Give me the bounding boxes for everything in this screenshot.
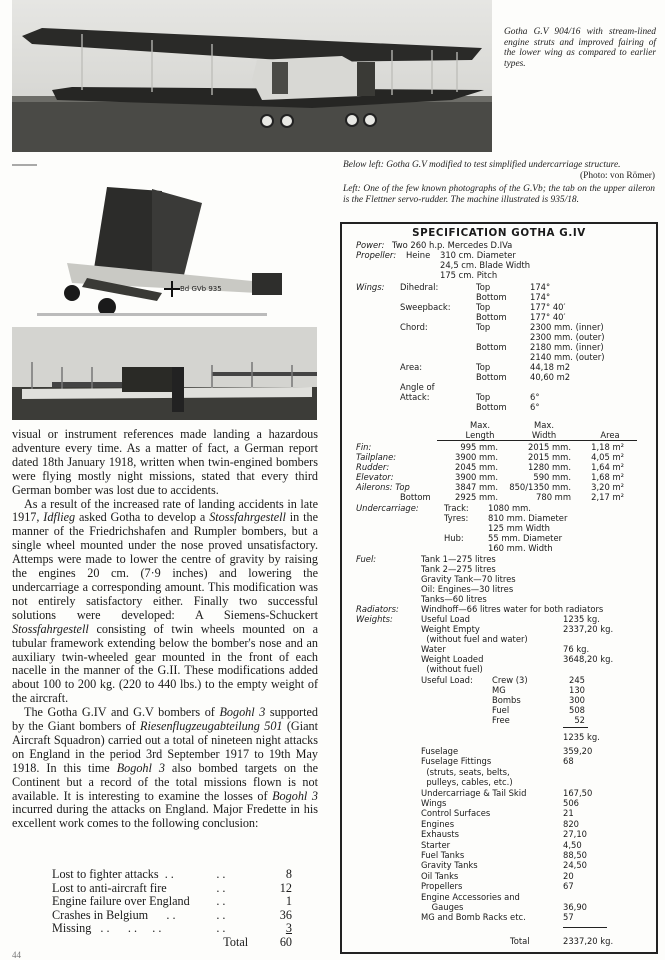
useful-load-value: 130 [569,685,585,695]
useful-load-item: Bombs [492,695,521,705]
caption-below-left [343,160,655,181]
surface-width: 2015 mm. [528,452,571,462]
fuel-item: Gravity Tank—70 litres [421,574,516,584]
propeller-blade-width: 24,5 cm. Blade Width [440,260,531,270]
breakdown-total-rule [563,927,607,928]
weight-key: Weight Empty [421,624,480,634]
fuel-item: Tank 2—275 litres [421,564,496,574]
wing-position: Bottom [476,312,507,322]
wing-value: 174° [530,282,551,292]
specification-box [340,222,658,954]
wing-value: 6° [530,402,540,412]
wing-position: Bottom [476,342,507,352]
biplane-photo-image [12,0,492,152]
breakdown-item: MG and Bomb Racks etc. [421,912,526,923]
spec-title: SPECIFICATION GOTHA G.IV [412,227,586,239]
breakdown-value: 57 [563,912,574,923]
surface-length: 2925 mm. [455,492,498,502]
useful-load-item: Fuel [492,705,510,715]
photo-gotha-gvb-935 [12,163,317,323]
weight-value: 1235 kg. [563,614,600,624]
surfaces-header-rule [437,440,637,441]
propeller-pitch: 175 cm. Pitch [440,270,498,280]
caption-below-left-text: Below left: Gotha G.V modified to test simplified undercarriage structure. [343,160,621,170]
surface-length: 995 mm. [460,442,498,452]
undercarriage-value: 125 mm Width [488,523,550,533]
fuel-label: Fuel: [356,554,377,564]
breakdown-item: Undercarriage & Tail Skid [421,787,527,798]
wing-position: Top [476,362,491,372]
breakdown-value: 88,50 [563,850,587,860]
wing-group-label: Chord: [400,322,428,332]
fuel-item: Oil: Engines—30 litres [421,584,514,594]
breakdown-value: 820 [563,818,579,829]
useful-load-rule [563,727,588,728]
breakdown-item: Oil Tanks [421,870,459,881]
propeller-make: Heine [406,250,431,260]
losses-total-row: Total 60 [223,934,292,949]
breakdown-value: 27,10 [563,829,587,840]
surface-name: Tailplane: [356,452,397,462]
weight-key: (without fuel) [421,664,483,674]
surface-name: Bottom [400,492,431,502]
surface-width: 590 mm. [533,472,571,482]
breakdown-item: Propellers [421,881,463,892]
losses-row: Lost to fighter attacks . . . . 8 [52,867,292,881]
caption-left-photo: Left: One of the few known photographs of the G.Vb; the tab on the upper aileron is the Flettner servo-rudder. The machine illustrated is 935/18. [343,184,655,205]
useful-load-item: Free [492,715,510,725]
wing-group-label: Sweepback: [400,302,451,312]
article-body [12,428,318,831]
breakdown-value: 20 [563,870,574,881]
surface-width: 1280 mm. [528,462,571,472]
surface-area: 2,17 m² [591,492,624,502]
wing-value: 40,60 m2 [530,372,571,382]
weight-value: 3648,20 kg. [563,654,614,664]
breakdown-item: Wings [421,798,447,808]
breakdown-value: 21 [563,808,574,819]
breakdown-value: 359,20 [563,746,593,756]
breakdown-total-label: Total [510,936,530,946]
surface-name: Elevator: [356,472,394,482]
header-max-length-1: Max. [470,420,490,430]
paragraph-2: As a result of the increased rate of landing accidents in late 1917, Idflieg asked Gotha to develop a Stossfahrgestell in the manner of the Friedrichshafen and Rumpler bombers, but a single wheel mounted under the nose proved unsatisfactory. Attemps were made to lower the centre of gravity by raising the engines 20 cm. (7·9 inches) and lowering the undercarriage a corresponding amount. This modification was not entirely satisfactory either. Finally two successful solutions were developed: A Siemens-Schuckert Stossfahrgestell consisting of twin wheels mounted on a tubular framework extending below the bomber's nose and an auxiliary twin-wheeled gear mounted in the front of each nacelle in the manner of the G.II. These modifications added about 100 to 200 kg. (220 to 440 lbs.) to the empty weight of the aircraft. [12,496,318,706]
breakdown-value: 36,90 [563,902,587,912]
biplane-tail-down-image [12,163,317,323]
paragraph-3: The Gotha G.IV and G.V bombers of Bogohl 3 supported by the Giant bombers of Riesenflugzeugabteilung 501 (Giant Aircraft Squadron) carried out a total of nineteen night attacks on England in the period 3rd September 1917 to 19th May 1918. In this time Bogohl 3 also bombed targets on the Continent but a record of the total missions flown is not available. It is interesting to examine the losses of Bogohl 3 incurred during the attacks on England. Major Fredette in his excellent work comes to the following conclusion: [12,705,319,831]
wing-value: 2300 mm. (inner) [530,322,604,332]
fuel-item: Tanks—60 litres [421,594,487,604]
breakdown-total-value: 2337,20 kg. [563,936,614,946]
weight-key: Water [421,644,446,654]
breakdown-item: Control Surfaces [421,808,491,819]
losses-row: Engine failure over England . . 1 [52,894,292,909]
wing-value: 174° [530,292,551,302]
surface-area: 1,68 m² [591,472,624,482]
caption-top-photo: Gotha G.V 904/16 with stream-lined engine struts and improved fairing of the lower wing as compared to earlier types. [504,27,656,69]
wing-group-label: Area: [400,362,423,372]
useful-load-item: Crew (3) [492,675,528,685]
wing-position: Top [476,322,491,332]
photo-credit: (Photo: von Römer) [580,170,655,181]
wing-value: 2300 mm. (outer) [530,332,605,342]
wing-position: Bottom [476,402,507,412]
power-label: Power: [356,240,385,250]
breakdown-item: (struts, seats, belts, [421,766,510,777]
useful-load-item: MG [492,685,506,695]
breakdown-item: Exhausts [421,829,460,840]
breakdown-value: 68 [563,756,574,767]
losses-row: Lost to anti-aircraft fire . . 12 [52,880,292,895]
breakdown-value: 67 [563,881,574,892]
surface-name: Ailerons: Top [356,482,410,492]
breakdown-item: Gravity Tanks [421,860,478,871]
useful-load-value: 52 [574,715,585,725]
surface-area: 1,64 m² [591,462,624,472]
wing-value: 177° 40′ [530,302,566,312]
breakdown-item: Starter [421,839,451,850]
breakdown-value: 506 [563,798,579,808]
surface-length: 3847 mm. [455,482,498,492]
wing-group-label: Attack: [400,392,430,402]
surface-width: 780 mm [536,492,571,502]
weight-key: Useful Load [421,614,470,624]
fuel-item: Tank 1—275 litres [421,554,496,564]
breakdown-item: Fuselage [421,746,459,756]
breakdown-item: pulleys, cables, etc.) [421,777,513,788]
undercarriage-value: 810 mm. Diameter [488,513,568,523]
wing-value: 177° 40′ [530,312,566,322]
surface-name: Rudder: [356,462,390,472]
undercarriage-key: Tyres: [444,513,469,523]
useful-load-value: 245 [569,675,585,685]
wing-group-label: Angle of [400,382,435,392]
weight-value: 2337,20 kg. [563,624,614,634]
breakdown-item: Fuel Tanks [421,850,465,860]
surface-width: 850/1350 mm. [509,482,571,492]
wing-position: Bottom [476,292,507,302]
surface-width: 2015 mm. [528,442,571,452]
undercarriage-value: 1080 mm. [488,503,531,513]
breakdown-item: Engines [421,818,455,829]
useful-load-value: 508 [569,705,585,715]
losses-row: Crashes in Belgium . . . . 36 [52,907,292,922]
breakdown-value: 167,50 [563,787,593,798]
breakdown-item: Fuselage Fittings [421,756,492,767]
losses-table [52,868,292,950]
wing-position: Top [476,302,491,312]
wing-position: Top [476,282,491,292]
wing-value: 6° [530,392,540,402]
undercarriage-value: 55 mm. Diameter [488,533,563,543]
undercarriage-value: 160 mm. Width [488,543,553,553]
page-number: 44 [12,950,21,960]
surface-name: Fin: [356,442,372,452]
useful-load-total: 1235 kg. [563,732,600,742]
power-value: Two 260 h.p. Mercedes D.IVa [392,240,513,250]
surface-length: 3900 mm. [455,452,498,462]
surface-area: 3,20 m² [591,482,624,492]
breakdown-item: Gauges [421,902,464,912]
surface-length: 3900 mm. [455,472,498,482]
header-area: Area [600,430,620,440]
radiators-label: Radiators: [356,604,399,614]
useful-load-value: 300 [569,695,585,705]
wings-label: Wings: [356,282,385,292]
surface-area: 1,18 m² [591,442,624,452]
paragraph-1: visual or instrument references made landing a hazardous adventure every time. As a matter of fact, a German report dated 18th January 1918, written when twin-engined bombers were flying mostly night missions, stated that every third German bomber was lost due to accidents. [12,427,318,497]
weight-value: 76 kg. [563,644,590,654]
biplane-undercarriage-image [12,327,317,420]
undercarriage-key: Hub: [444,533,464,543]
photo-gotha-gv-904 [12,0,492,152]
svg-text:Bd GVb 935: Bd GVb 935 [180,285,222,293]
header-max-length-2: Length [465,430,495,440]
surface-area: 4,05 m² [591,452,624,462]
radiators-value: Windhoff—66 litres water for both radiators [421,604,604,614]
weight-key: Weight Loaded [421,654,484,664]
wing-group-label: Dihedral: [400,282,439,292]
wing-position: Top [476,392,491,402]
useful-load-label: Useful Load: [421,675,473,685]
propeller-diameter: 310 cm. Diameter [440,250,516,260]
header-max-width-1: Max. [534,420,554,430]
breakdown-value: 24,50 [563,860,587,871]
weights-label: Weights: [356,614,393,624]
wing-position: Bottom [476,372,507,382]
photo-gotha-gv-undercarriage [12,327,317,420]
wing-value: 2140 mm. (outer) [530,352,605,362]
header-max-width-2: Width [531,430,557,440]
losses-row: Missing . . . . . . . . 3 [52,921,292,936]
wing-value: 44,18 m2 [530,362,571,372]
undercarriage-key: Track: [444,503,469,513]
propeller-label: Propeller: [356,250,397,260]
undercarriage-label: Undercarriage: [356,503,419,513]
wing-value: 2180 mm. (inner) [530,342,604,352]
surface-length: 2045 mm. [455,462,498,472]
weight-key: (without fuel and water) [421,634,528,644]
breakdown-item: Engine Accessories and [421,891,520,902]
breakdown-value: 4,50 [563,839,582,850]
